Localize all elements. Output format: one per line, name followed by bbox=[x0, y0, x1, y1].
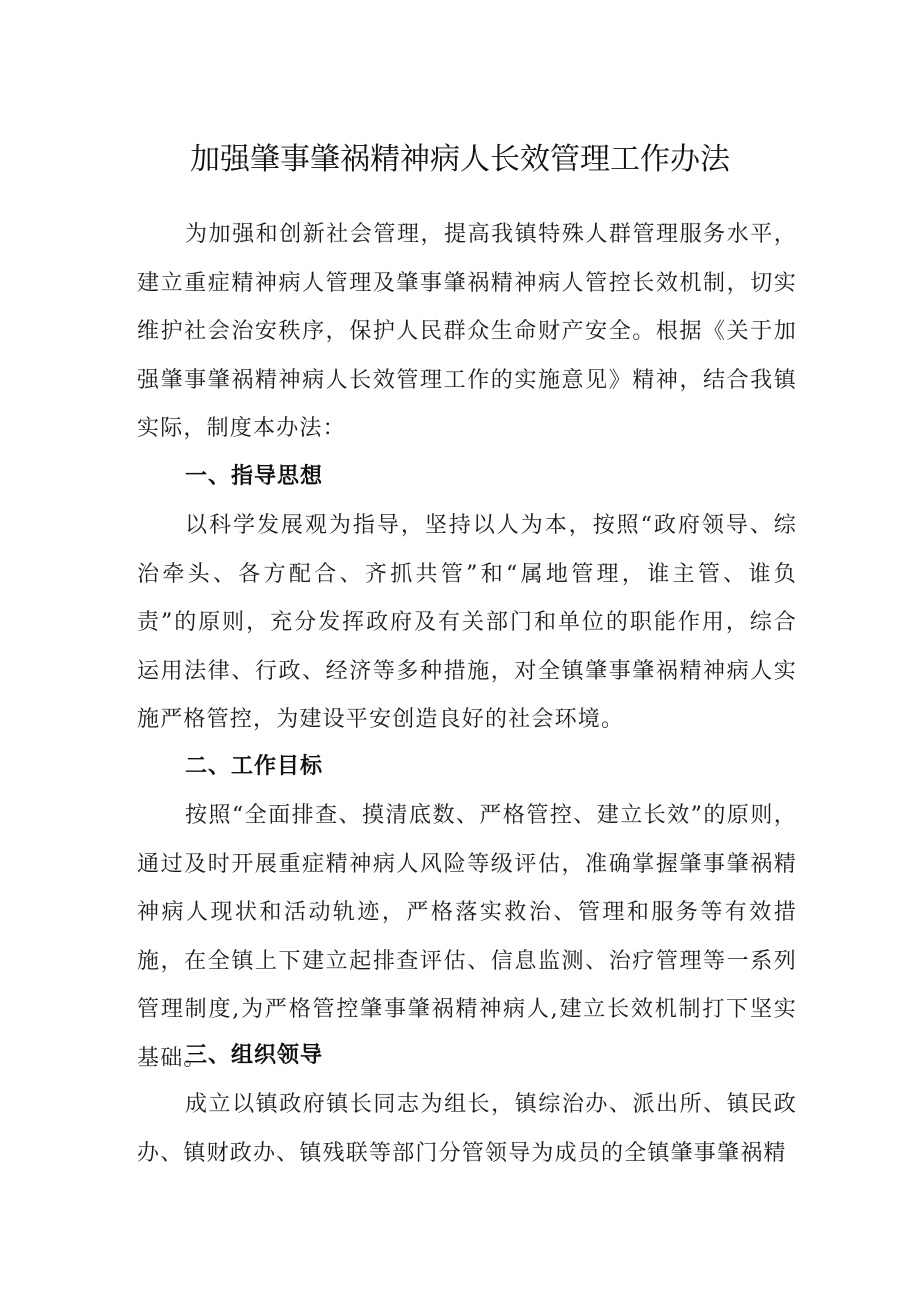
section-paragraph-organization-leadership bbox=[137, 1081, 797, 1178]
document-title: 加强肇事肇祸精神病人长效管理工作办法 bbox=[190, 142, 730, 177]
section-heading-guiding-ideology: 一、指导思想 bbox=[185, 464, 324, 489]
intro-paragraph bbox=[137, 211, 797, 454]
section-heading-work-goals: 二、工作目标 bbox=[185, 754, 324, 779]
section-text: 以科学发展观为指导，坚持以人为本，按照“政府领导、综治牵头、各方配合、齐抓共管”和“属地管理，谁主管、谁负责”的原则，充分发挥政府及有关部门和单位的职能作用，综合运用法律、行政、经济等多种措施，对全镇肇事肇祸精神病人实施严格管控，为建设平安创造良好的社会环境。 bbox=[137, 513, 797, 732]
section-text: 按照“全面排查、摸清底数、严格管控、建立长效”的原则，通过及时开展重症精神病人风险等级评估，准确掌握肇事肇祸精神病人现状和活动轨迹，严格落实救治、管理和服务等有效措施，在全镇上下建立起排查评估、信息监测、治疗管理等一系列管理制度,为严格管控肇事肇祸精神病人,建立长效机制打下坚实基础。 bbox=[137, 803, 797, 1071]
section-heading-organization-leadership: 三、组织领导 bbox=[185, 1043, 324, 1068]
section-paragraph-work-goals bbox=[137, 792, 797, 1083]
section-text: 成立以镇政府镇长同志为组长，镇综治办、派出所、镇民政办、镇财政办、镇残联等部门分管领导为成员的全镇肇事肇祸精 bbox=[137, 1092, 797, 1166]
intro-text: 为加强和创新社会管理，提高我镇特殊人群管理服务水平，建立重症精神病人管理及肇事肇祸精神病人管控长效机制，切实维护社会治安秩序，保护人民群众生命财产安全。根据《关于加强肇事肇祸精神病人长效管理工作的实施意见》精神，结合我镇实际，制度本办法： bbox=[137, 222, 797, 441]
section-paragraph-guiding-ideology bbox=[137, 502, 797, 745]
